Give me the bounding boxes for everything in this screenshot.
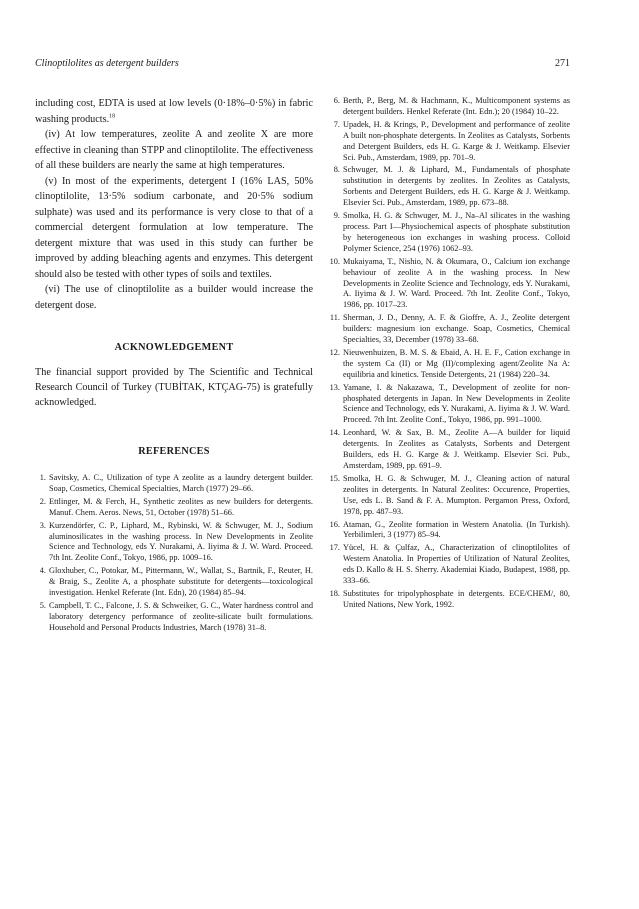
paragraph-edta: including cost, EDTA is used at low levels (0·18%–0·5%) in fabric washing products.$^{18}$ bbox=[35, 98, 313, 125]
reference-item: 17. Yücel, H. & Çulfaz, A., Characterization of clinoptilolites of Western Anatolia. In Properties of Utilization of Natural Zeolites, eds D. Kallo & H. S. Sherry. Akademiai Kiado, Budapest, 1988, pp. 333–66. bbox=[329, 543, 570, 586]
page-header bbox=[35, 58, 570, 74]
left-column bbox=[35, 96, 313, 636]
reference-item: 9. Smolka, H. G. & Schwuger, M. J., Na–Al silicates in the washing process. Part I—Physiochemical aspects of phosphate substitution by heterogeneous ion exchanges in washing process. Colloid Polymer Science, 254 (1976) 1062–93. bbox=[333, 211, 570, 253]
references-list-right bbox=[327, 96, 570, 611]
right-column bbox=[327, 96, 570, 613]
citation-superscript: 18 bbox=[109, 113, 116, 120]
paragraph-iv: (iv) At low temperatures, zeolite A and zeolite X are more effective in cleaning than STPP and clinoptilolite. The effectiveness of all these builders are nearly the same at high temperatures. bbox=[35, 129, 313, 171]
running-title: Clinoptilolites as detergent builders bbox=[35, 58, 179, 69]
reference-item: 15. Smolka, H. G. & Schwuger, M. J., Cleaning action of natural zeolites in detergents. In Natural Zeolites: Occurence, Properties, Use, eds L. B. Sand & F. A. Mumpton. Pergamon Press, Oxford, 1978, pp. 487–93. bbox=[329, 473, 570, 516]
references-heading: REFERENCES bbox=[138, 446, 210, 457]
reference-item: 18. Substitutes for tripolyphosphate in detergents. ECE/CHEM/, 80, United Nations, New York, 1992. bbox=[329, 588, 570, 609]
reference-item: 3. Kurzendörfer, C. P., Liphard, M., Rybinski, W. & Schwuger, M. J., Sodium aluminosilicates in the washing process. In New Developments in Zeolite Science and Technology, eds Y. Nurakami, A. Iiyima & J. W. Ward. Proceed. 7th Int. Zeolite Conf., Tokyo, 1986, pp. 1009–16. bbox=[39, 520, 313, 563]
reference-item: 4. Gloxhuber, C., Potokar, M., Pittermann, W., Wallat, S., Bartnik, F., Reuter, H. & Braig, S., Zeolite A, a phosphate substitute for detergents—toxicological investigation. Henkel Referate (Int. Edn), 20 (1984) 85–94. bbox=[39, 566, 313, 598]
reference-item: 5. Campbell, T. C., Falcone, J. S. & Schweiker, G. C., Water hardness control and laboratory detergency performance of zeolite-silicate built formulations. Household and Personal Products Industries, March (1978) 31–8. bbox=[39, 600, 313, 632]
reference-item: 16. Ataman, G., Zeolite formation in Western Anatolia. (In Turkish). Yerbilimleri, 3 (1977) 85–94. bbox=[329, 519, 570, 540]
reference-item: 12. Nieuwenhuizen, B. M. S. & Ebaid, A. H. E. F., Cation exchange in the system Ca (II) or Mg (II)/complexing agent/Zeolite Na A: equilibria and kinetics. Tenside Detergents, 21 (1984) 220–34. bbox=[329, 347, 570, 379]
reference-item: 11. Sherman, J. D., Denny, A. F. & Gioffre, A. J., Zeolite detergent builders: magnesium ion exchange. Soap, Cosmetics, Chemical Specialties, 33, December (1978) 33–68. bbox=[329, 313, 570, 345]
reference-item: 1. Savitsky, A. C., Utilization of type A zeolite as a laundry detergent builder. Soap, Cosmetics, Chemical Specialties, March (1977) 29–66. bbox=[39, 473, 313, 493]
reference-item: 8. Schwuger, M. J. & Liphard, M., Fundamentals of phosphate substitution in detergents by zeolites. In Zeolites as Catalysts, Sorbents and Detergent Builders, eds H. G. Karge & J. Weitkamp. Elsevier Sci. Pub., Amsterdam, 1989, pp. 673–88. bbox=[333, 165, 570, 208]
page-number: 271 bbox=[555, 58, 570, 69]
acknowledgement-text: The financial support provided by The Scientific and Technical Research Council of Turkey (TUBİTAK, KTÇAG-75) is gratefully acknowledged. bbox=[35, 367, 313, 408]
reference-item: 14. Leonhard, W. & Sax, B. M., Zeolite A—A builder for liquid detergents. In Zeolites as Catalysts, Sorbents and Detergent Builders, eds H. G. Karge & J. Weitkamp. Elsevier Sci. Pub., Amsterdam, 1989, pp. 691–9. bbox=[329, 428, 570, 470]
reference-item: 2. Ettlinger, M. & Ferch, H., Synthetic zeolites as new builders for detergents. Manuf. Chem. Aeros. News, 51, October (1978) 51–66. bbox=[39, 496, 313, 517]
reference-item: 10. Mukaiyama, T., Nishio, N. & Okumara, O., Calcium ion exchange behaviour of zeolite A in the washing process. In New Developments in Zeolite Science and Technology, eds Y. Nurakami, A. Iiyima & J. W. Ward. Proceed. 7th Int. Zeolite Conf., Tokyo, 1986, pp. 1017–23. bbox=[329, 256, 570, 310]
reference-item: 13. Yamane, I. & Nakazawa, T., Development of zeolite for non-phosphated detergents in Japan. In New Developments in Zeolite Science and Technology, eds Y. Nurakami, A. Iiyima & J. W. Ward. Proceed. 7th Int. Zeolite Conf., Tokyo, 1986, pp. 991–1000. bbox=[329, 382, 570, 425]
paragraph-v: (v) In most of the experiments, detergent I (16% LAS, 50% clinoptilolite, 13·5% sodium carbonate, and 20·5% sodium sulphate) was used and its performance is very close to that of a commercial detergent formulation at low temperature. The detergent mixture that was used in this study can further be improved by adding bleaching agents and enzymes. This detergent should also be tested with other types of soils and textiles. bbox=[35, 175, 313, 280]
body-text bbox=[35, 96, 313, 313]
reference-item: 7. Upadek, H. & Krings, P., Development and performance of zeolite A built non-phosphate detergents. In Zeolites as Catalysts, Sorbents and Detergent Builders, eds H. G. Karge & J. Weitkamp. Elsevier Sci. Pub., Amsterdam, 1989, pp. 701–9. bbox=[333, 119, 570, 162]
reference-item: 6. Berth, P., Berg, M. & Hachmann, K., Multicomponent systems as detergent builders. Henkel Referate (Int. Edn.); 20 (1984) 10–22. bbox=[333, 96, 570, 116]
references-list-left bbox=[35, 473, 313, 634]
paragraph-vi: (vi) The use of clinoptilolite as a builder would increase the detergent dose. bbox=[35, 284, 313, 311]
acknowledgement-heading: ACKNOWLEDGEMENT bbox=[114, 342, 234, 353]
